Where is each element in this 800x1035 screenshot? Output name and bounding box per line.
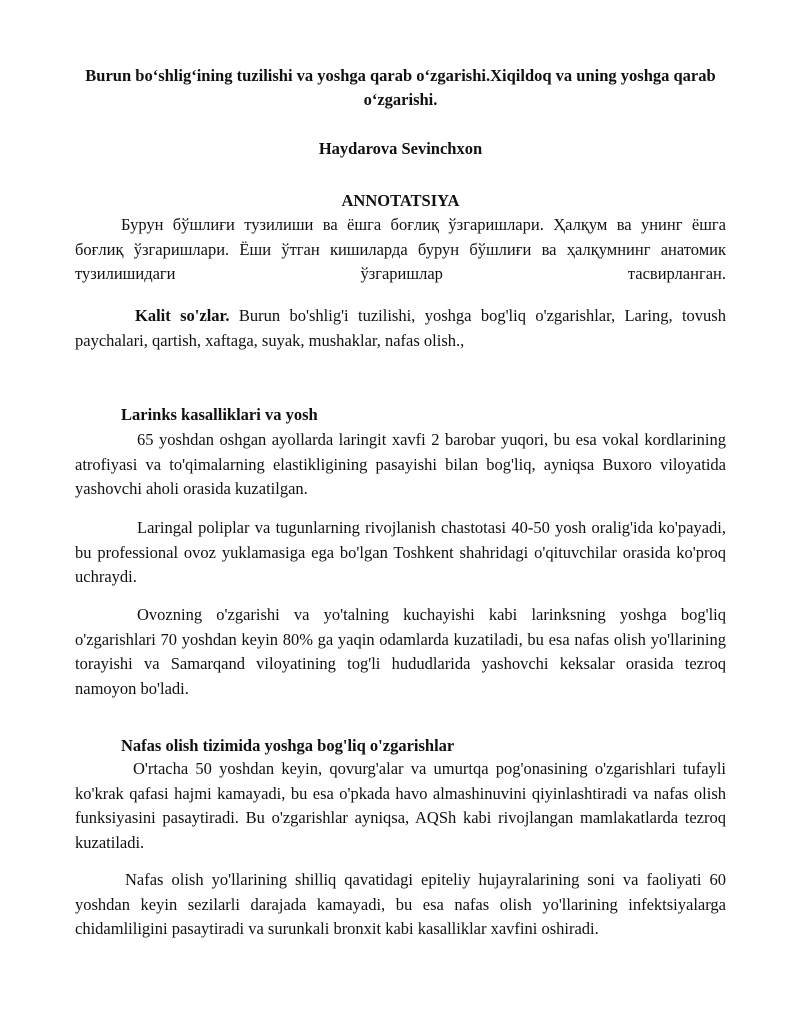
paragraph: Ovozning o'zgarishi va yo'talning kuchayishi kabi larinksning yoshga bog'liq o'zgarishlari 70 yoshdan keyin 80% ga yaqin odamlarda kuzatiladi, bu esa nafas olish yo'llarining torayishi va Samarqand viloyatining tog'li hududlarida yashovchi keksalar orasida tezroq namoyon bo'ladi. [75,605,726,698]
section-heading-larinks: Larinks kasalliklari va yosh [121,405,318,424]
paragraph: 65 yoshdan oshgan ayollarda laringit xavfi 2 barobar yuqori, bu esa vokal kordlarining atrofiyasi va to'qimalarning elastikligining pasayishi bilan bog'liq, ayniqsa Buxoro viloyatida yashovchi aholi orasida kuzatilgan. [75,430,726,498]
annotation-heading: ANNOTATSIYA [341,191,460,210]
keywords-text: Burun bo'shlig'i tuzilishi, yoshga bog'liq o'zgarishlar, Laring, tovush paychalari, qartish, xaftaga, suyak, mushaklar, nafas olish., [75,306,726,350]
keywords-paragraph [75,304,726,353]
paragraph: Laringal poliplar va tugunlarning rivojlanish chastotasi 40-50 yosh oralig'ida ko'payadi, bu professional ovoz yuklamasiga ega bo'lgan Toshkent shahridagi o'qituvchilar orasida ko'proq uchraydi. [75,518,726,586]
annotation-text: Бурун бўшлиғи тузилиши ва ёшга боғлиқ ўзгаришлари. Ҳалқум ва унинг ёшга боғлиқ ўзгаришлари. Ёши ўтган кишиларда бурун бўшлиғи ва ҳалқумнинг анатомик тузилишидаги ўзгаришлар тасвирланган. [75,215,726,283]
paragraph: O'rtacha 50 yoshdan keyin, qovurg'alar va umurtqa pog'onasining o'zgarishlari tufayli ko'krak qafasi hajmi kamayadi, bu esa o'pkada havo almashinuvini qiyinlashtiradi va nafas olish funksiyasini pasaytiradi. Bu o'zgarishlar ayniqsa, AQSh kabi rivojlangan mamlakatlarda tezroq kuzatiladi. [75,759,726,852]
paragraph: Nafas olish yo'llarining shilliq qavatidagi epiteliy hujayralarining soni va faoliyati 60 yoshdan keyin sezilarli darajada kamayadi, bu esa nafas olish yo'llarining infektsiyalarga chidamliligini pasaytiradi va surunkali bronxit kabi kasalliklar xavfini oshiradi. [75,870,726,938]
keywords-label: Kalit so'zlar. [135,306,230,325]
section-heading-nafas: Nafas olish tizimida yoshga bog'liq o'zgarishlar [121,736,455,755]
document-title: Burun bo‘shlig‘ining tuzilishi va yoshga qarab o‘zgarishi.Xiqildoq va uning yoshga qarab o‘zgarishi. [85,66,716,109]
author-name: Haydarova Sevinchxon [318,139,483,158]
